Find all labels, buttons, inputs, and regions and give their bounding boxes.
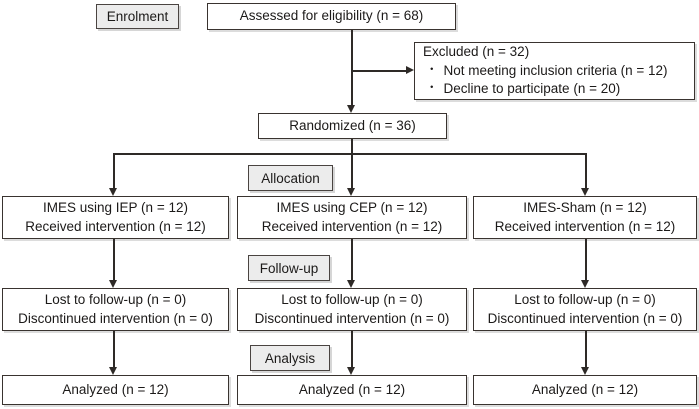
- allocation-box-iep: [2, 196, 229, 239]
- line-followup-analysis-left: [113, 331, 115, 367]
- stage-label-allocation-text: Allocation: [261, 170, 320, 186]
- line-splitter-left: [113, 153, 115, 189]
- line-assessed-to-randomized: [351, 30, 353, 106]
- arrowhead-analysis-right: [581, 367, 589, 375]
- stage-label-enrolment: [96, 4, 179, 29]
- arrowhead-alloc-left: [109, 188, 117, 196]
- followup-line1: Lost to follow-up (n = 0): [281, 291, 423, 307]
- arrowhead-followup-right: [581, 280, 589, 288]
- followup-line1: Lost to follow-up (n = 0): [44, 291, 187, 307]
- line-to-excluded: [351, 70, 406, 72]
- stage-label-enrolment-text: Enrolment: [106, 9, 169, 24]
- arrowhead-alloc-mid: [347, 188, 355, 196]
- arrowhead-followup-mid: [347, 280, 355, 288]
- arrowhead-followup-left: [109, 280, 117, 288]
- allocation-line1: IMES using CEP (n = 12): [276, 199, 428, 215]
- analyzed-box-cep: [237, 375, 467, 405]
- followup-line2: Discontinued intervention (n = 0): [487, 310, 683, 326]
- stage-label-analysis: [250, 345, 330, 371]
- arrowhead-analysis-mid: [347, 367, 355, 375]
- randomized-text: Randomized (n = 36): [289, 117, 416, 133]
- arrowhead-randomized: [347, 105, 355, 113]
- line-splitter-right: [585, 153, 587, 189]
- line-followup-analysis-right: [585, 331, 587, 367]
- assessed-box: [207, 3, 456, 30]
- allocation-box-sham: [473, 196, 697, 239]
- stage-label-followup-text: Follow-up: [259, 260, 319, 276]
- analyzed-box-iep: [2, 375, 229, 405]
- line-splitter-mid: [351, 153, 353, 189]
- arrowhead-alloc-right: [581, 188, 589, 196]
- line-followup-analysis-mid: [351, 331, 353, 367]
- line-alloc-followup-left: [113, 239, 115, 280]
- splitter-line: [113, 153, 587, 155]
- followup-box-sham: [473, 288, 697, 331]
- analyzed-box-sham: [473, 375, 697, 405]
- followup-line2: Discontinued intervention (n = 0): [18, 310, 213, 326]
- excluded-item-text: Not meeting inclusion criteria (n = 12): [443, 62, 668, 78]
- bullet-icon: ・: [425, 61, 439, 77]
- followup-line2: Discontinued intervention (n = 0): [254, 310, 450, 326]
- followup-box-cep: [237, 288, 467, 331]
- line-alloc-followup-mid: [351, 239, 353, 280]
- arrowhead-analysis-left: [109, 367, 117, 375]
- followup-box-iep: [2, 288, 229, 331]
- arrowhead-excluded: [406, 66, 414, 74]
- assessed-text: Assessed for eligibility (n = 68): [239, 8, 424, 24]
- excluded-box: [414, 42, 695, 100]
- stage-label-allocation: [248, 165, 333, 191]
- excluded-title: Excluded (n = 32): [423, 44, 530, 60]
- followup-line1: Lost to follow-up (n = 0): [514, 291, 656, 307]
- excluded-item: [423, 80, 620, 99]
- excluded-item: [423, 62, 667, 81]
- allocation-line2: Received intervention (n = 12): [494, 218, 676, 234]
- analyzed-text: Analyzed (n = 12): [62, 381, 169, 397]
- line-alloc-followup-right: [585, 239, 587, 280]
- stage-label-analysis-text: Analysis: [264, 350, 316, 366]
- excluded-item-text: Decline to participate (n = 20): [443, 81, 621, 97]
- allocation-line1: IMES-Sham (n = 12): [523, 199, 647, 215]
- allocation-line1: IMES using IEP (n = 12): [43, 199, 188, 215]
- randomized-box: [258, 113, 447, 139]
- allocation-line2: Received intervention (n = 12): [261, 218, 443, 234]
- allocation-line2: Received intervention (n = 12): [25, 218, 206, 234]
- line-randomized-to-splitter: [351, 139, 353, 154]
- stage-label-followup: [248, 255, 330, 281]
- analyzed-text: Analyzed (n = 12): [298, 381, 406, 397]
- allocation-box-cep: [237, 196, 467, 239]
- bullet-icon: ・: [425, 80, 439, 96]
- analyzed-text: Analyzed (n = 12): [531, 381, 639, 397]
